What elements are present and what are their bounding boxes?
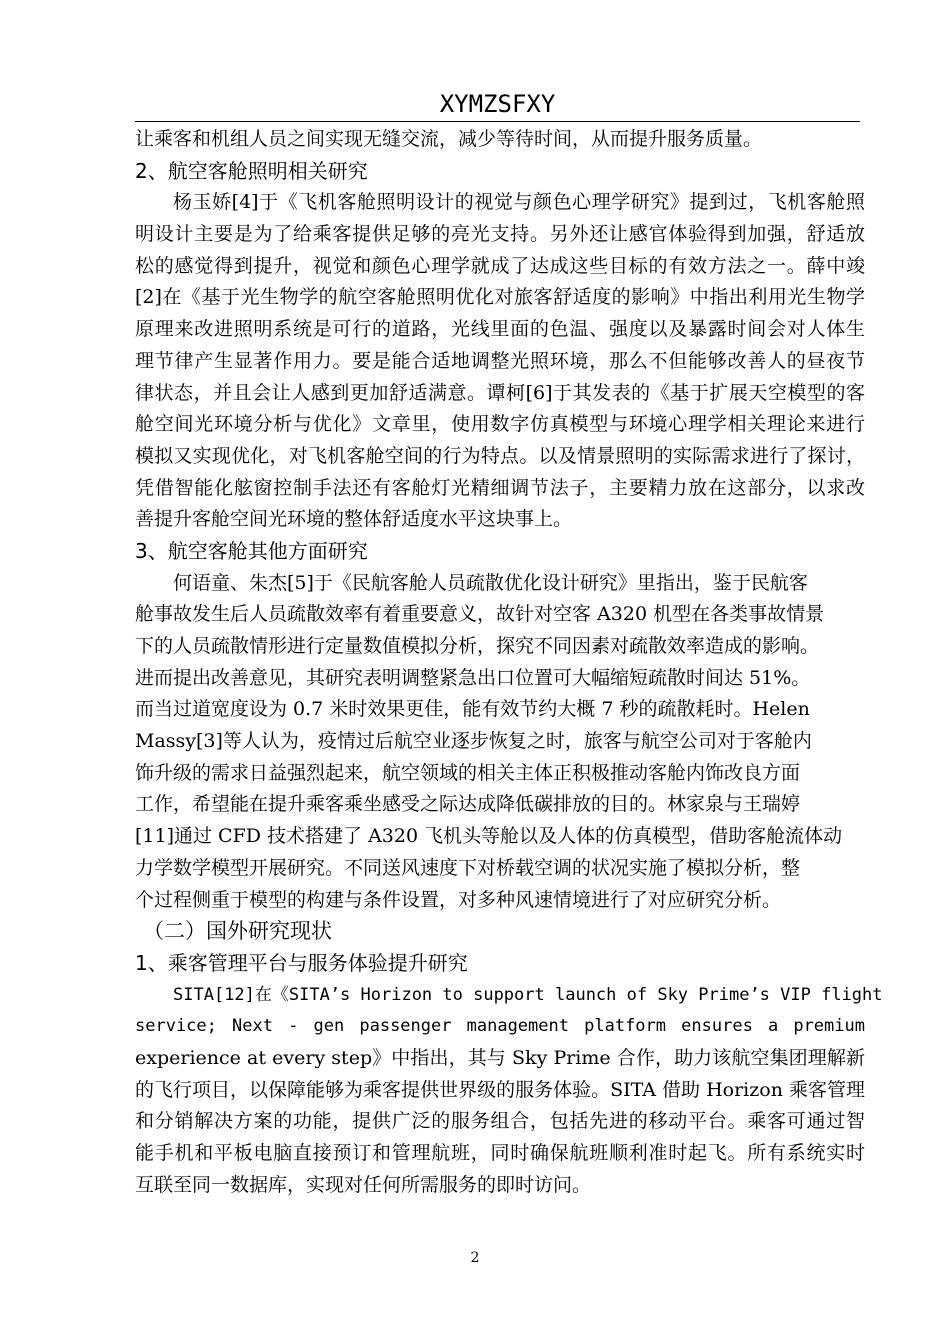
section-heading-lighting: 2、航空客舱照明相关研究 [135, 158, 368, 183]
text-line: service; Next - gen passenger management platform ensures a premium [135, 1016, 865, 1037]
text-line: 能手机和平板电脑直接预订和管理航班，同时确保航班顺利准时起飞。所有系统实时 [135, 1142, 865, 1164]
text-line: experience at every step》中指出，其与 Sky Prime 合作，助力该航空集团理解新 [135, 1046, 865, 1069]
page-header: XYMZSFXY [439, 90, 556, 118]
text-line: 下的人员疏散情形进行定量数值模拟分析，探究不同因素对疏散效率造成的影响。 [135, 635, 820, 657]
section-heading-passenger-management: 1、乘客管理平台与服务体验提升研究 [135, 950, 468, 975]
section-heading-foreign: （二）国外研究现状 [143, 919, 332, 944]
document-body [135, 124, 883, 1201]
text-line: 饰升级的需求日益强烈起来，航空领域的相关主体正积极推动客舱内饰改良方面 [135, 761, 801, 784]
text-line: 杨玉娇[4]于《飞机客舱照明设计的视觉与颜色心理学研究》提到过，飞机客舱照 [173, 191, 865, 214]
text-line: 明设计主要是为了给乘客提供足够的亮光支持。另外还让感官体验得到加强，舒适放 [135, 223, 865, 246]
text-line: 工作，希望能在提升乘客乘坐感受之际达成降低碳排放的目的。林家泉与王瑞婷 [135, 793, 801, 816]
text-line: 理节律产生显著作用力。要是能合适地调整光照环境，那么不但能够改善人的昼夜节 [135, 349, 865, 372]
text-line: 力学数学模型开展研究。不同送风速度下对桥载空调的状况实施了模拟分析，整 [135, 856, 801, 879]
text-line: 原理来改进照明系统是可行的道路，光线里面的色温、强度以及暴露时间会对人体生 [135, 318, 865, 341]
text-line: 个过程侧重于模型的构建与条件设置，对多种风速情境进行了对应研究分析。 [135, 888, 782, 911]
text-line: 的飞行项目，以保障能够为乘客提供世界级的服务体验。SITA 借助 Horizon 乘客管理 [135, 1078, 865, 1101]
text-line: 何语童、朱杰[5]于《民航客舱人员疏散优化设计研究》里指出，鉴于民航客 [173, 571, 808, 594]
text-line: 善提升客舱空间光环境的整体舒适度水平这块事上。 [135, 508, 573, 531]
text-line: Massy[3]等人认为，疫情过后航空业逐步恢复之时，旅客与航空公司对于客舱内 [135, 730, 812, 753]
text-line: 和分销解决方案的功能，提供广泛的服务组合，包括先进的移动平台。乘客可通过智 [135, 1110, 865, 1133]
section-heading-other: 3、航空客舱其他方面研究 [135, 538, 368, 563]
text-line: 律状态，并且会让人感到更加舒适满意。谭柯[6]于其发表的《基于扩展天空模型的客 [135, 381, 865, 404]
text-line: 而当过道宽度设为 0.7 米时效果更佳，能有效节约大概 7 秒的疏散耗时。Helen [135, 698, 810, 721]
text-line: [11]通过 CFD 技术搭建了 A320 飞机头等舱以及人体的仿真模型，借助客舱流体动 [135, 825, 843, 848]
page-number: 2 [470, 1250, 480, 1266]
text-line: 互联至同一数据库，实现对任何所需服务的即时访问。 [135, 1173, 592, 1196]
text-line: SITA[12]在《SITA’s Horizon to support launch of Sky Prime’s VIP flight [173, 984, 883, 1005]
text-line: 舱空间光环境分析与优化》文章里，使用数字仿真模型与环境心理学相关理论来进行 [135, 413, 865, 436]
text-line: 凭借智能化舷窗控制手法还有客舱灯光精细调节法子，主要精力放在这部分，以求改 [135, 476, 865, 499]
text-line: 舱事故发生后人员疏散效率有着重要意义，故针对空客 A320 机型在各类事故情景 [135, 603, 825, 626]
text-line: 进而提出改善意见，其研究表明调整紧急出口位置可大幅缩短疏散时间达 51%。 [135, 666, 811, 689]
header-divider [135, 121, 860, 122]
text-line: 模拟又实现优化，对飞机客舱空间的行为特点。以及情景照明的实际需求进行了探讨， [135, 444, 865, 467]
text-line: [2]在《基于光生物学的航空客舱照明优化对旅客舒适度的影响》中指出利用光生物学 [135, 286, 865, 309]
text-line: 让乘客和机组人员之间实现无缝交流，减少等待时间，从而提升服务质量。 [135, 128, 763, 150]
text-line: 松的感觉得到提升，视觉和颜色心理学就成了达成这些目标的有效方法之一。薛中竣 [135, 254, 865, 277]
